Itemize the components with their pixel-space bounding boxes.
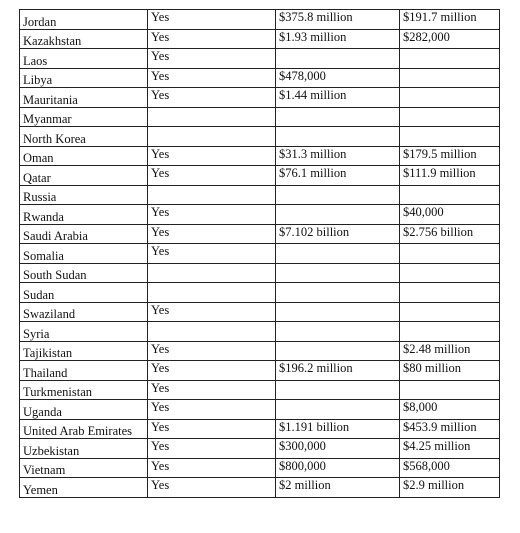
table-row [20,244,500,264]
amount-2-cell: $40,000 [400,205,500,225]
flag-cell [148,127,276,147]
table-row [20,146,500,166]
flag-cell [148,263,276,283]
amount-1-cell [276,302,400,322]
amount-1-cell [276,127,400,147]
amount-2-cell [400,185,500,205]
amount-2-cell: $191.7 million [400,10,500,30]
amount-1-cell: $1.191 billion [276,419,400,439]
amount-2-cell [400,49,500,69]
amount-2-cell: $282,000 [400,29,500,49]
amount-1-cell [276,283,400,303]
amount-1-cell: $1.44 million [276,88,400,108]
amount-1-cell [276,205,400,225]
table-row [20,88,500,108]
table-row [20,205,500,225]
table-row [20,185,500,205]
amount-2-cell [400,107,500,127]
flag-cell [148,322,276,342]
amount-2-cell [400,380,500,400]
country-cell: Jordan [20,10,148,30]
flag-cell: Yes [148,205,276,225]
amount-2-cell [400,263,500,283]
country-cell: United Arab Emirates [20,419,148,439]
country-cell: Tajikistan [20,341,148,361]
flag-cell [148,107,276,127]
amount-2-cell [400,244,500,264]
table-row [20,49,500,69]
amount-2-cell: $8,000 [400,400,500,420]
amount-2-cell [400,322,500,342]
flag-cell [148,283,276,303]
country-cell: Yemen [20,478,148,498]
amount-1-cell: $196.2 million [276,361,400,381]
amount-1-cell [276,400,400,420]
amount-2-cell: $80 million [400,361,500,381]
flag-cell: Yes [148,302,276,322]
table-row [20,283,500,303]
amount-1-cell [276,263,400,283]
flag-cell: Yes [148,458,276,478]
amount-2-cell: $4.25 million [400,439,500,459]
flag-cell: Yes [148,10,276,30]
country-cell: Thailand [20,361,148,381]
country-cell: Uganda [20,400,148,420]
table-row [20,400,500,420]
document-page [19,9,499,498]
table-row [20,380,500,400]
amount-1-cell [276,322,400,342]
flag-cell: Yes [148,146,276,166]
flag-cell: Yes [148,439,276,459]
amount-1-cell: $76.1 million [276,166,400,186]
table-row [20,127,500,147]
country-cell: Libya [20,68,148,88]
country-cell: Rwanda [20,205,148,225]
table-row [20,458,500,478]
country-cell: Russia [20,185,148,205]
country-cell: Uzbekistan [20,439,148,459]
country-cell: Kazakhstan [20,29,148,49]
amount-2-cell [400,68,500,88]
amount-1-cell: $31.3 million [276,146,400,166]
amount-1-cell: $7.102 billion [276,224,400,244]
table-row [20,263,500,283]
country-cell: Sudan [20,283,148,303]
amount-1-cell: $300,000 [276,439,400,459]
table-row [20,224,500,244]
country-data-table [19,9,500,498]
amount-2-cell: $568,000 [400,458,500,478]
amount-1-cell: $478,000 [276,68,400,88]
table-body [20,10,500,498]
country-cell: Saudi Arabia [20,224,148,244]
flag-cell: Yes [148,166,276,186]
amount-2-cell: $111.9 million [400,166,500,186]
flag-cell: Yes [148,88,276,108]
table-row [20,361,500,381]
country-cell: Oman [20,146,148,166]
flag-cell: Yes [148,361,276,381]
table-row [20,419,500,439]
flag-cell: Yes [148,419,276,439]
amount-1-cell [276,244,400,264]
flag-cell: Yes [148,68,276,88]
table-row [20,10,500,30]
amount-1-cell: $1.93 million [276,29,400,49]
amount-1-cell [276,107,400,127]
flag-cell: Yes [148,341,276,361]
amount-1-cell: $2 million [276,478,400,498]
country-cell: Syria [20,322,148,342]
amount-1-cell: $375.8 million [276,10,400,30]
amount-2-cell [400,302,500,322]
country-cell: Somalia [20,244,148,264]
table-row [20,107,500,127]
flag-cell: Yes [148,478,276,498]
amount-2-cell: $2.756 billion [400,224,500,244]
amount-2-cell [400,283,500,303]
table-row [20,341,500,361]
country-cell: Myanmar [20,107,148,127]
table-row [20,29,500,49]
amount-2-cell: $2.9 million [400,478,500,498]
amount-1-cell [276,49,400,69]
flag-cell: Yes [148,49,276,69]
table-row [20,439,500,459]
flag-cell [148,185,276,205]
country-cell: Qatar [20,166,148,186]
flag-cell: Yes [148,400,276,420]
amount-2-cell [400,127,500,147]
country-cell: Laos [20,49,148,69]
amount-2-cell: $453.9 million [400,419,500,439]
flag-cell: Yes [148,29,276,49]
flag-cell: Yes [148,224,276,244]
amount-1-cell [276,380,400,400]
country-cell: Swaziland [20,302,148,322]
country-cell: Mauritania [20,88,148,108]
amount-2-cell: $2.48 million [400,341,500,361]
country-cell: North Korea [20,127,148,147]
country-cell: Vietnam [20,458,148,478]
flag-cell: Yes [148,244,276,264]
flag-cell: Yes [148,380,276,400]
table-row [20,166,500,186]
table-row [20,68,500,88]
country-cell: South Sudan [20,263,148,283]
amount-2-cell: $179.5 million [400,146,500,166]
table-row [20,302,500,322]
amount-1-cell [276,341,400,361]
amount-2-cell [400,88,500,108]
amount-1-cell: $800,000 [276,458,400,478]
table-row [20,322,500,342]
amount-1-cell [276,185,400,205]
table-row [20,478,500,498]
country-cell: Turkmenistan [20,380,148,400]
